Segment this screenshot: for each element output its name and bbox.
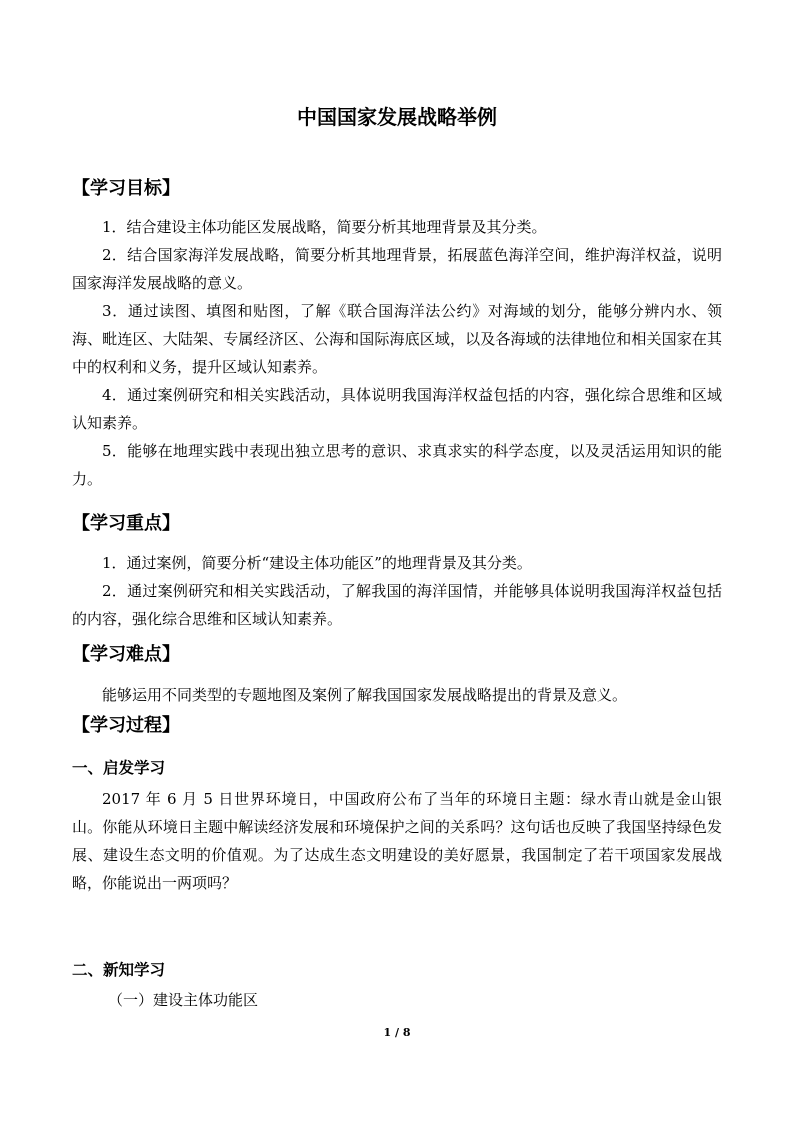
objective-item-5: 5．能够在地理实践中表现出独立思考的意识、求真求实的科学态度，以及灵活运用知识的能力。 [72, 442, 722, 488]
objective-item-4: 4．通过案例研究和相关实践活动，具体说明我国海洋权益包括的内容，强化综合思维和区域认知素养。 [72, 386, 722, 432]
objective-item-1: 1．结合建设主体功能区发展战略，简要分析其地理背景及其分类。 [102, 218, 547, 236]
objective-item-2: 2．结合国家海洋发展战略，简要分析其地理背景，拓展蓝色海洋空间，维护海洋权益，说明国家海洋发展战略的意义。 [72, 246, 722, 292]
section-heading-difficulties: 【学习难点】 [72, 644, 180, 665]
key-points-list [72, 549, 722, 633]
objectives-list [72, 213, 722, 493]
new-learning-heading: 二、新知学习 [72, 961, 166, 979]
section-heading-objectives: 【学习目标】 [72, 178, 180, 199]
inspire-heading: 一、启发学习 [72, 759, 166, 777]
inspire-block [72, 785, 722, 897]
key-point-item-2: 2．通过案例研究和相关实践活动，了解我国的海洋国情，并能够具体说明我国海洋权益包括的内容，强化综合思维和区域认知素养。 [72, 582, 722, 628]
document-title: 中国国家发展战略举例 [297, 105, 497, 129]
difficulty-text: 能够运用不同类型的专题地图及案例了解我国国家发展战略提出的背景及意义。 [102, 686, 628, 704]
difficulties-block [72, 681, 722, 709]
new-learning-subheading: （一）建设主体功能区 [108, 991, 259, 1009]
section-heading-key-points: 【学习重点】 [72, 513, 180, 534]
inspire-text: 2017 年 6 月 5 日世界环境日，中国政府公布了当年的环境日主题：绿水青山就是金山银山。你能从环境日主题中解读经济发展和环境保护之间的关系吗？这句话也反映了我国坚持绿色发展、建设生态文明的价值观。为了达成生态文明建设的美好愿景，我国制定了若干项国家发展战略，你能说出一两项吗？ [72, 790, 722, 892]
section-heading-process: 【学习过程】 [72, 715, 180, 736]
objective-item-3: 3．通过读图、填图和贴图，了解《联合国海洋法公约》对海域的划分，能够分辨内水、领海、毗连区、大陆架、专属经济区、公海和国际海底区域，以及各海域的法律地位和相关国家在其中的权利和义务，提升区域认知素养。 [72, 302, 722, 376]
page-number: 1 / 8 [383, 1026, 411, 1039]
key-point-item-1: 1．通过案例，简要分析“建设主体功能区”的地理背景及其分类。 [102, 554, 532, 572]
